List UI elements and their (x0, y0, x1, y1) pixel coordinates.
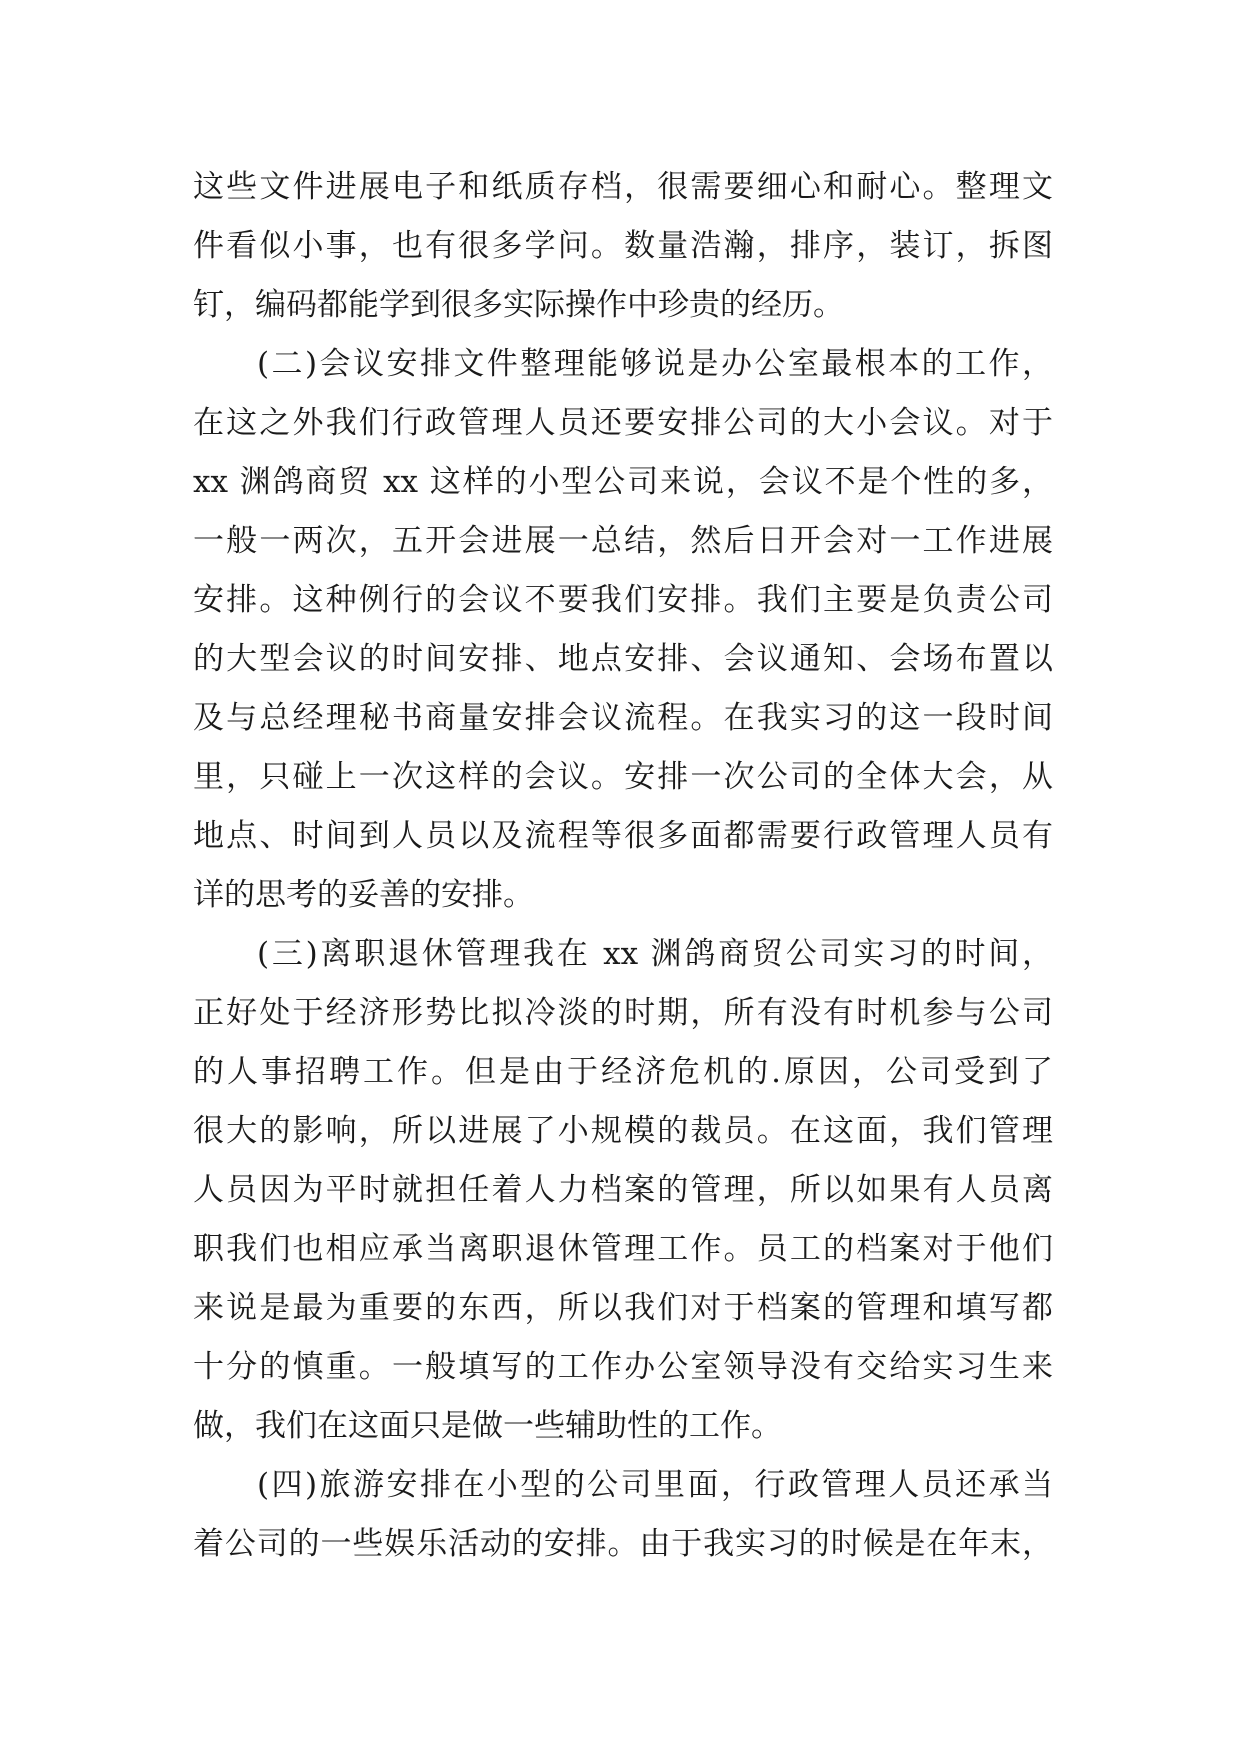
text-line: 很大的影响，所以进展了小规模的裁员。在这面，我们管理 (193, 1113, 1053, 1149)
text-line: 一般一两次，五开会进展一总结，然后日开会对一工作进展 (193, 523, 1053, 559)
text-line: 这些文件进展电子和纸质存档，很需要细心和耐心。整理文 (193, 169, 1053, 205)
text-line: 安排。这种例行的会议不要我们安排。我们主要是负责公司 (193, 582, 1053, 618)
text-line: xx 渊鸽商贸 xx 这样的小型公司来说，会议不是个性的多， (193, 464, 1053, 500)
text-line: 职我们也相应承当离职退休管理工作。员工的档案对于他们 (193, 1231, 1053, 1267)
text-line: (二)会议安排文件整理能够说是办公室最根本的工作， (257, 346, 1053, 382)
text-line: 及与总经理秘书商量安排会议流程。在我实习的这一段时间 (193, 700, 1053, 736)
text-line: 件看似小事，也有很多学问。数量浩瀚，排序，装订，拆图 (193, 228, 1053, 264)
text-line: 做，我们在这面只是做一些辅助性的工作。 (193, 1408, 782, 1444)
text-line: 的大型会议的时间安排、地点安排、会议通知、会场布置以 (193, 641, 1053, 677)
text-line: 的人事招聘工作。但是由于经济危机的.原因，公司受到了 (193, 1054, 1053, 1090)
text-line: 在这之外我们行政管理人员还要安排公司的大小会议。对于 (193, 405, 1053, 441)
text-line: 人员因为平时就担任着人力档案的管理，所以如果有人员离 (193, 1172, 1053, 1208)
text-line: 地点、时间到人员以及流程等很多面都需要行政管理人员有 (193, 818, 1053, 854)
text-line: 里，只碰上一次这样的会议。安排一次公司的全体大会，从 (193, 759, 1053, 795)
text-line: 着公司的一些娱乐活动的安排。由于我实习的时候是在年末， (193, 1526, 1053, 1562)
text-line: 来说是最为重要的东西，所以我们对于档案的管理和填写都 (193, 1290, 1053, 1326)
text-line: 正好处于经济形势比拟冷淡的时期，所有没有时机参与公司 (193, 995, 1053, 1031)
text-line: 详的思考的妥善的安排。 (193, 877, 534, 913)
text-line: 十分的慎重。一般填写的工作办公室领导没有交给实习生来 (193, 1349, 1053, 1385)
text-line: (四)旅游安排在小型的公司里面，行政管理人员还承当 (257, 1467, 1053, 1503)
body-text (193, 158, 1053, 1574)
text-line: (三)离职退休管理我在 xx 渊鸽商贸公司实习的时间， (257, 936, 1053, 972)
text-line: 钉，编码都能学到很多实际操作中珍贵的经历。 (193, 287, 844, 323)
